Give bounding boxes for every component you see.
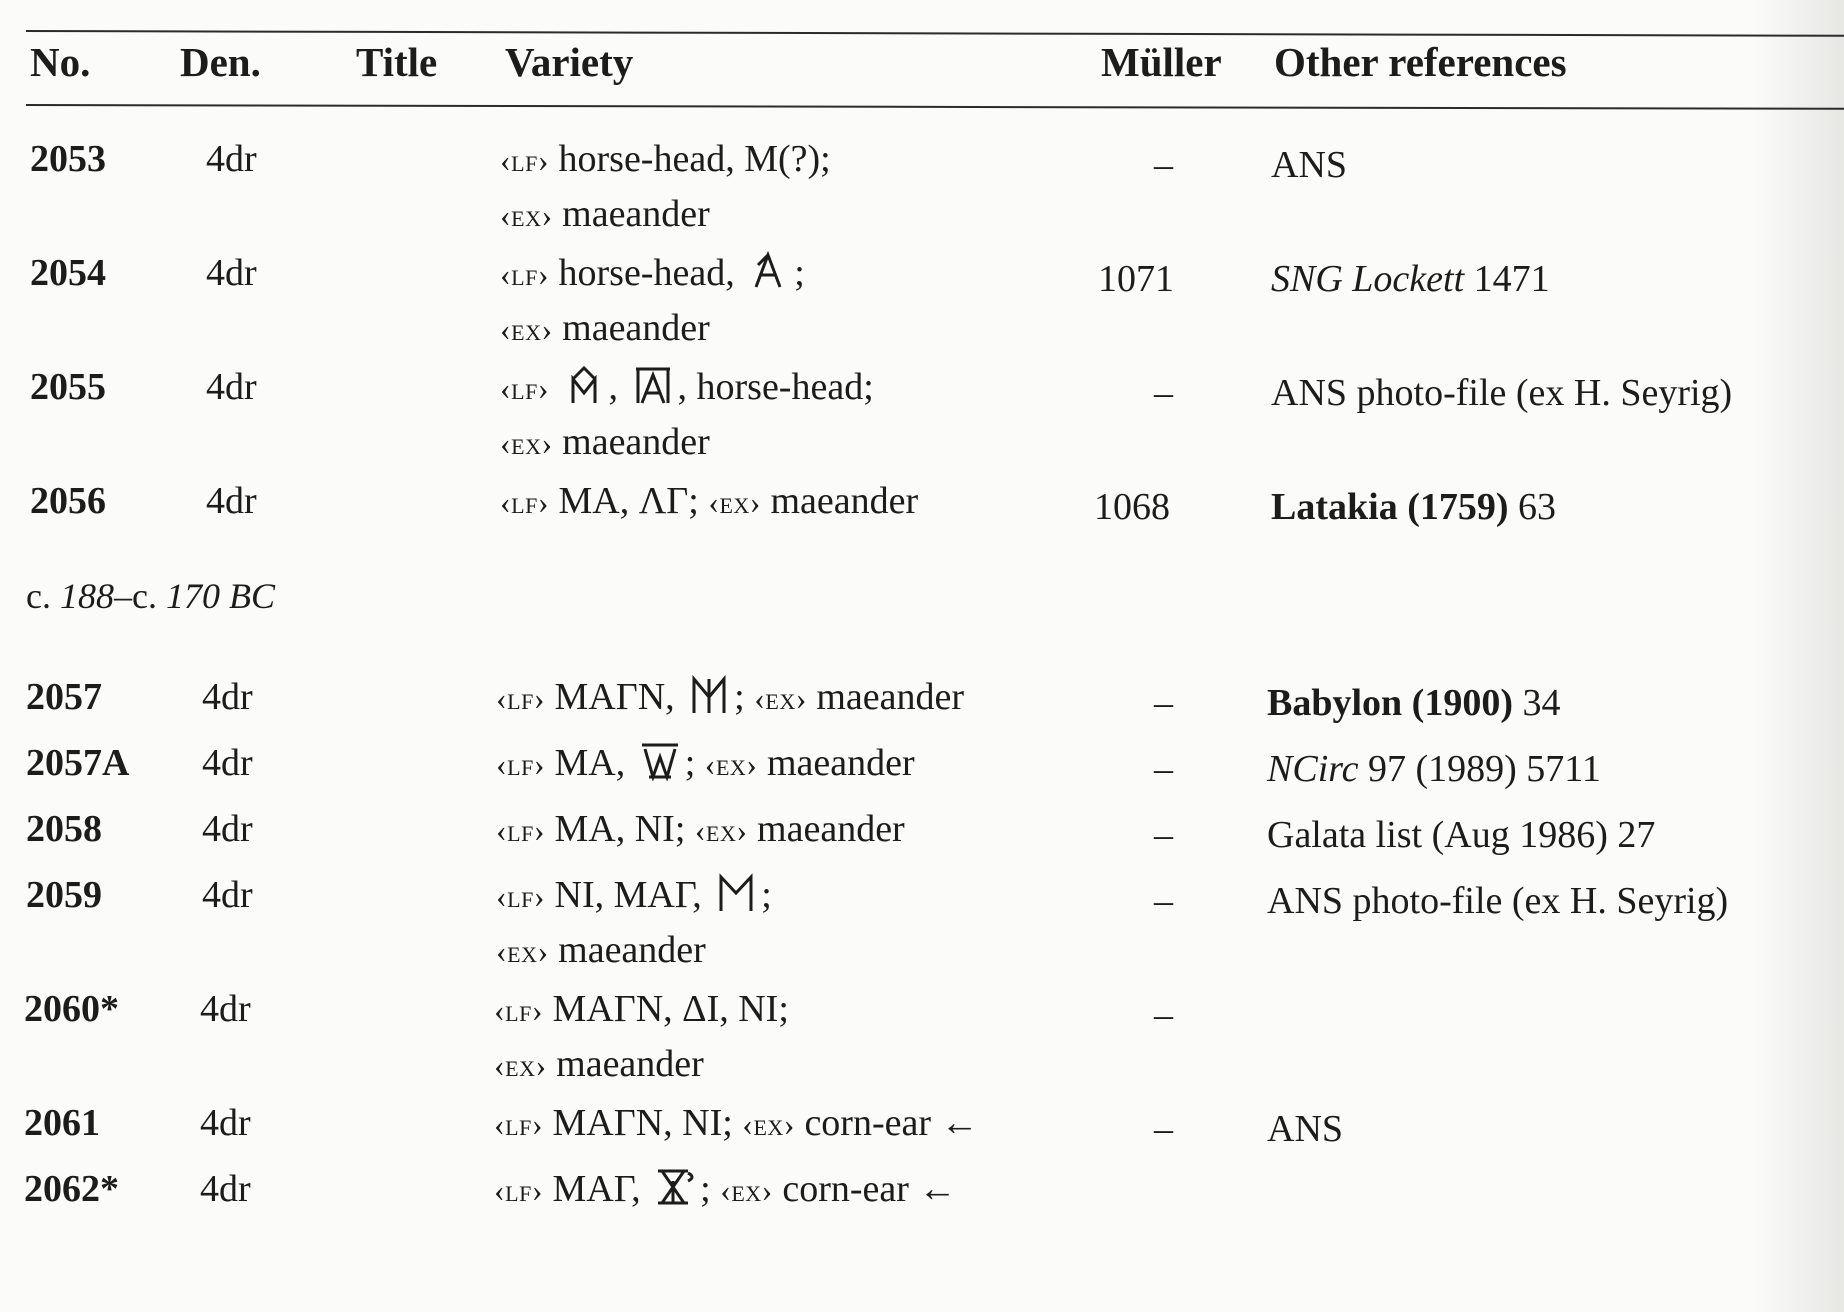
- row-muller: –: [1154, 748, 1173, 790]
- variety-text: horse-head,: [558, 252, 735, 294]
- variety-text: MAΓN, NI;: [552, 1102, 733, 1144]
- variety-text: NI, MAΓ,: [554, 874, 702, 916]
- row-reference: SNG Lockett 1471: [1271, 258, 1550, 300]
- variety-text: maeander: [770, 480, 919, 522]
- tag-ex: ‹ex›: [742, 1106, 795, 1142]
- row-reference: Latakia (1759) 63: [1271, 486, 1556, 528]
- tag-ex: ‹ex›: [704, 746, 758, 782]
- row-denomination: 4dr: [206, 480, 257, 522]
- tag-ex: ‹ex›: [694, 812, 748, 848]
- row-reference: Babylon (1900) 34: [1267, 682, 1561, 724]
- monogram-m-icon: [688, 675, 730, 715]
- monogram-boxed-w-icon: [639, 741, 681, 781]
- variety-text: corn-ear ←: [782, 1168, 957, 1210]
- row-muller: –: [1154, 994, 1173, 1036]
- row-muller: –: [1154, 682, 1173, 724]
- row-variety: ‹lf› , , horse-head; ‹ex› maeander: [500, 366, 874, 463]
- table-row: [0, 248, 1844, 349]
- variety-text: maeander: [556, 1043, 704, 1085]
- variety-text: corn-ear ←: [804, 1102, 979, 1144]
- tag-lf: ‹lf›: [496, 746, 545, 782]
- row-muller: 1068: [1094, 486, 1170, 528]
- tag-ex: ‹ex›: [500, 425, 553, 461]
- row-denomination: 4dr: [202, 742, 253, 784]
- section-heading: c. 188–c. 170 BC: [26, 576, 275, 616]
- header-muller: Müller: [1101, 39, 1222, 85]
- row-muller: –: [1154, 372, 1173, 414]
- row-reference: ANS photo-file (ex H. Seyrig): [1267, 880, 1729, 922]
- table-row: [0, 1098, 1844, 1150]
- variety-text: MAΓN, ΔI, NI;: [552, 988, 789, 1030]
- row-number: 2055: [30, 366, 106, 408]
- header-title: Title: [356, 39, 438, 85]
- row-denomination: 4dr: [206, 366, 257, 408]
- table-row: [0, 362, 1844, 463]
- variety-text: maeander: [558, 929, 706, 971]
- row-variety: ‹lf› MAΓ, ; ‹ex› corn-ear ←: [494, 1168, 957, 1210]
- tag-lf: ‹lf›: [500, 142, 549, 178]
- variety-text: MA, ΛΓ;: [558, 480, 699, 522]
- row-reference: ANS: [1267, 1108, 1344, 1150]
- monogram-m-tall-icon: [715, 873, 757, 913]
- row-variety: ‹lf› horse-head, ; ‹ex› maeander: [500, 252, 805, 349]
- row-denomination: 4dr: [202, 874, 253, 916]
- row-denomination: 4dr: [200, 1102, 251, 1144]
- row-denomination: 4dr: [200, 1168, 251, 1210]
- header-variety: Variety: [505, 39, 634, 85]
- tag-ex: ‹ex›: [496, 933, 549, 969]
- row-variety: ‹lf› MA, ; ‹ex› maeander: [496, 742, 915, 784]
- row-number: 2060*: [24, 988, 119, 1030]
- row-variety: [496, 802, 905, 857]
- table-row: [0, 738, 1844, 790]
- row-reference: ANS photo-file (ex H. Seyrig): [1271, 372, 1733, 414]
- monogram-boxed-x-icon: [654, 1167, 696, 1207]
- tag-lf: ‹lf›: [496, 812, 545, 848]
- row-number: 2057: [26, 676, 102, 718]
- variety-text: MA, NI;: [554, 808, 686, 850]
- table-row: [0, 134, 1844, 235]
- variety-text: maeander: [757, 808, 905, 850]
- tag-ex: ‹ex›: [500, 197, 553, 233]
- tag-ex: ‹ex›: [494, 1047, 547, 1083]
- row-variety: [500, 132, 831, 242]
- row-denomination: 4dr: [202, 808, 253, 850]
- row-denomination: 4dr: [200, 988, 251, 1030]
- tag-lf: ‹lf›: [500, 256, 549, 292]
- page-edge-shadow: [1754, 0, 1844, 1312]
- tag-lf: ‹lf›: [494, 1106, 543, 1142]
- variety-text: MAΓ,: [552, 1168, 641, 1210]
- variety-text: maeander: [562, 307, 710, 349]
- row-reference: Galata list (Aug 1986) 27: [1267, 814, 1656, 856]
- table-row: [0, 984, 1844, 1085]
- table-row: [0, 1164, 1844, 1210]
- tag-lf: ‹lf›: [494, 1172, 543, 1208]
- tag-lf: ‹lf›: [500, 370, 549, 406]
- row-number: 2059: [26, 874, 102, 916]
- variety-text: MAΓN,: [554, 676, 675, 718]
- row-muller: 1071: [1098, 258, 1174, 300]
- row-reference: ANS: [1271, 144, 1348, 186]
- tag-lf: ‹lf›: [500, 484, 549, 520]
- row-number: 2054: [30, 252, 106, 294]
- header-no: No.: [30, 39, 91, 85]
- row-number: 2058: [26, 808, 102, 850]
- tag-ex: ‹ex›: [754, 680, 807, 716]
- row-variety: [500, 474, 918, 529]
- variety-text: maeander: [562, 421, 710, 463]
- row-denomination: 4dr: [206, 252, 257, 294]
- row-variety: [494, 1096, 979, 1151]
- variety-text: , horse-head;: [677, 366, 874, 408]
- row-number: 2053: [30, 138, 106, 180]
- row-denomination: 4dr: [202, 676, 253, 718]
- variety-text: maeander: [766, 742, 915, 784]
- variety-text: maeander: [816, 676, 965, 718]
- row-variety: ‹lf› MAΓN, ; ‹ex› maeander: [496, 676, 965, 718]
- monogram-boxed-a-icon: [632, 365, 674, 405]
- table-row: [0, 476, 1844, 528]
- header-den: Den.: [180, 39, 261, 85]
- row-number: 2062*: [24, 1168, 119, 1210]
- variety-text: maeander: [562, 193, 710, 235]
- header-other-references: Other references: [1274, 39, 1567, 85]
- row-muller: –: [1154, 880, 1173, 922]
- row-muller: –: [1154, 1108, 1173, 1150]
- table-row: [0, 804, 1844, 856]
- row-muller: –: [1154, 144, 1173, 186]
- tag-lf: ‹lf›: [496, 878, 545, 914]
- row-muller: –: [1154, 814, 1173, 856]
- row-denomination: 4dr: [206, 138, 257, 180]
- header-bottom-rule: [26, 104, 1844, 110]
- header-top-rule: [26, 30, 1844, 37]
- variety-text: MA,: [554, 742, 626, 784]
- table-row: [0, 870, 1844, 971]
- tag-lf: ‹lf›: [496, 680, 545, 716]
- table-row: [0, 672, 1844, 724]
- monogram-m-hat-icon: [563, 365, 605, 405]
- monogram-a-icon: [748, 251, 790, 291]
- tag-ex: ‹ex›: [720, 1172, 773, 1208]
- row-reference: NCirc 97 (1989) 5711: [1267, 748, 1601, 790]
- row-number: 2057A: [26, 742, 130, 784]
- row-variety: ‹lf› NI, MAΓ, ; ‹ex› maeander: [496, 874, 772, 971]
- row-variety: [494, 982, 789, 1092]
- tag-ex: ‹ex›: [500, 311, 553, 347]
- tag-ex: ‹ex›: [708, 484, 761, 520]
- row-number: 2061: [24, 1102, 100, 1144]
- variety-text: horse-head, M(?);: [558, 138, 831, 180]
- tag-lf: ‹lf›: [494, 992, 543, 1028]
- row-number: 2056: [30, 480, 106, 522]
